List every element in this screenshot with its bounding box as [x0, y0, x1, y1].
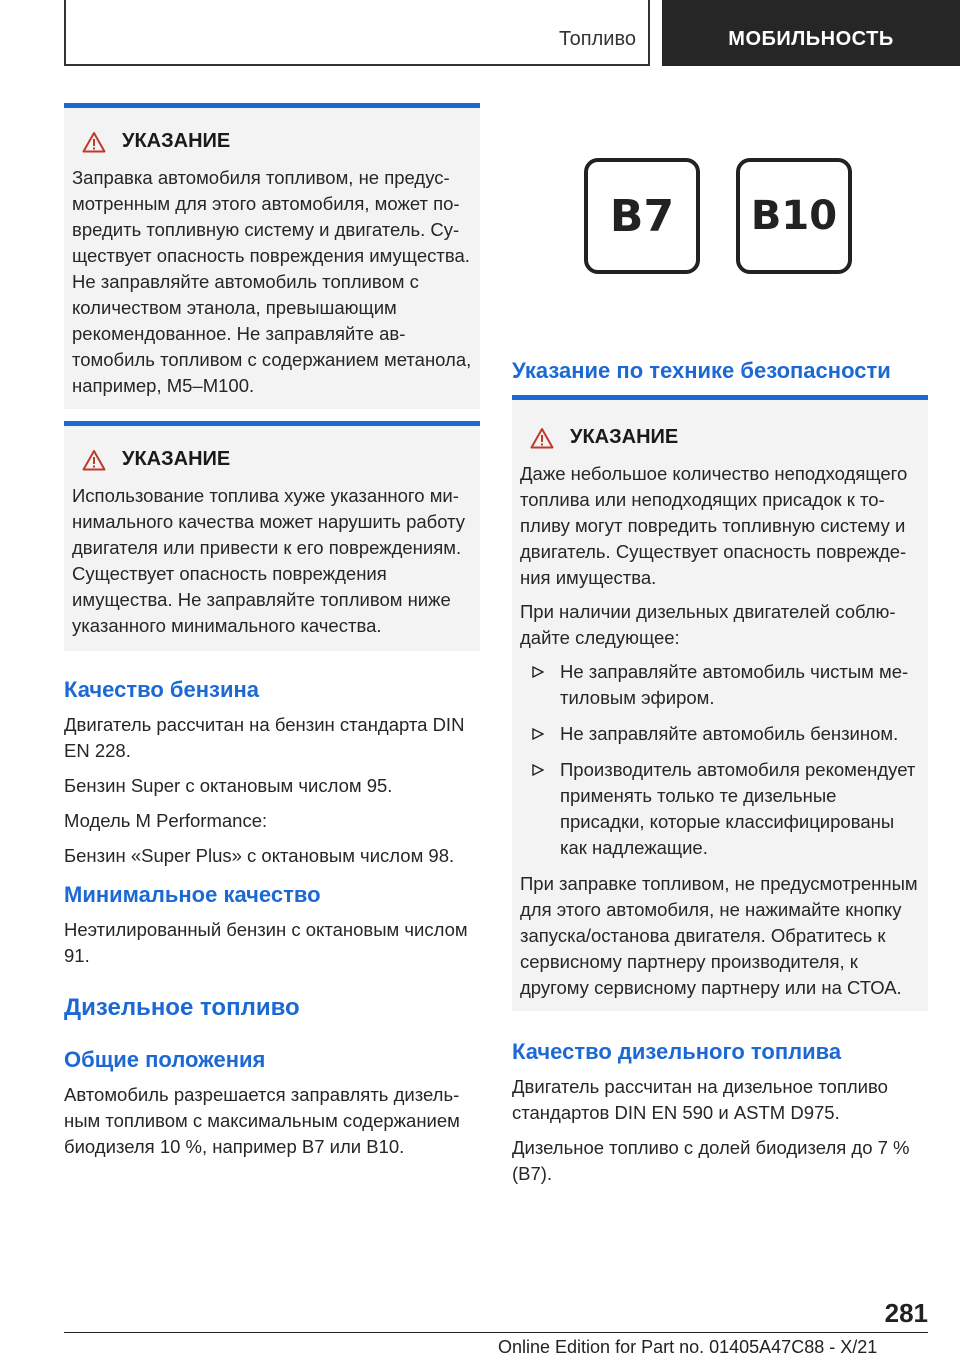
warning-title-text: УКАЗАНИЕ: [122, 130, 231, 152]
diesel-biodiesel-share: Дизельное топливо с долей биодизеля до 7 % (B7).: [512, 1137, 910, 1184]
warning-title: [72, 448, 472, 471]
list-item-text: Не заправляйте автомобиль бензином.: [560, 723, 899, 744]
diesel-rules-list: [520, 659, 920, 861]
header-frame: [64, 0, 650, 66]
list-item: [520, 757, 920, 861]
edition-text: Online Edition for Part no. 01405A47C88 - X/21: [498, 1337, 878, 1357]
diesel-heading: Дизельное топливо: [64, 994, 300, 1021]
warning-title-text: УКАЗАНИЕ: [570, 426, 679, 448]
triangle-bullet-icon: [532, 764, 544, 776]
footer-edition: [498, 1337, 877, 1358]
warning-triangle-icon: [82, 449, 106, 471]
warning-title: [72, 130, 472, 153]
warning-title-text: УКАЗАНИЕ: [122, 448, 231, 470]
list-item: [520, 659, 920, 711]
triangle-bullet-icon: [532, 666, 544, 678]
min-quality-text: Неэтилированный бензин с октановым числом 91.: [64, 919, 468, 966]
diesel-quality-heading: Качество дизельного топлива: [512, 1039, 842, 1064]
warning-triangle-icon: [530, 427, 554, 449]
petrol-quality-text: [64, 712, 480, 869]
fuel-label-b10: B10: [736, 158, 852, 274]
safety-heading: Указание по технике безопасности: [512, 358, 891, 383]
warning-text: [520, 461, 920, 1001]
warning-title: [520, 426, 920, 449]
petrol-super-plus: Бензин «Super Plus» с октановым числом 98.: [64, 845, 455, 866]
diesel-quality-text: [512, 1074, 928, 1187]
petrol-standard: Двигатель рассчитан на бензин стандарта DIN EN 228.: [64, 714, 465, 761]
warning-box-fuel-type: [64, 103, 480, 409]
warning-box-diesel: [512, 395, 928, 1011]
warning-box-min-quality: [64, 421, 480, 651]
triangle-bullet-icon: [532, 728, 544, 740]
min-quality-heading: Минимальное качество: [64, 882, 321, 907]
petrol-m-performance: Модель M Performance:: [64, 810, 268, 831]
header-topic: Топливо: [559, 28, 636, 50]
warning-paragraph: При наличии дизельных двигателей соблюдайте следующее:: [520, 601, 896, 648]
general-heading: Общие положения: [64, 1047, 266, 1072]
list-item-text: Производитель автомобиля рекомендует применять только те дизельные присадки, которые классифицированы как надлежащие.: [560, 759, 916, 858]
warning-text: Использование топлива хуже указанного минимального качества может нарушить работу двигателя или привести к его повреждениям. Существует опасность повреждения имущества. Не заправляйте топливом ниже указанного минимального качества.: [72, 485, 466, 636]
fuel-label-b7: B7: [584, 158, 700, 274]
petrol-super: Бензин Super с октановым числом 95.: [64, 775, 393, 796]
warning-closing: При заправке топливом, не предусмотренным для этого автомобиля, не нажимайте кнопку запуска/останова двигателя. Обратитесь к сервисному партнеру производителя, к другому сервисному партнеру или на СТОА.: [520, 873, 918, 998]
list-item-text: Не заправляйте автомобиль чистым метиловым эфиром.: [560, 661, 909, 708]
footer-divider: [64, 1332, 928, 1333]
page-number: 281: [884, 1298, 928, 1328]
warning-paragraph: Даже небольшое количество неподходящего топлива или неподходящих присадок к топливу могут повредить топливную систему и двигатель. Существует опасность повреждения имущества.: [520, 463, 908, 588]
warning-triangle-icon: [82, 131, 106, 153]
petrol-quality-heading: Качество бензина: [64, 677, 259, 702]
warning-text: Заправка автомобиля топливом, не предусмотренным для этого автомобиля, может повредить топливную систему и двигатель. Существует опасность повреждения имущества. Не заправляйте автомобиль топливом с количеством этанола, превышающим рекомендованное. Не заправляйте автомобиль топливом с содержанием метанола, например, M5–M100.: [72, 167, 472, 396]
header-section-tab: МОБИЛЬНОСТЬ: [662, 0, 960, 66]
list-item: [520, 721, 920, 747]
diesel-standards: Двигатель рассчитан на дизельное топливо стандартов DIN EN 590 и ASTM D975.: [512, 1076, 888, 1123]
general-text: Автомобиль разрешается заправлять дизельным топливом с максимальным содержанием биодизеля 10 %, например B7 или B10.: [64, 1084, 460, 1157]
